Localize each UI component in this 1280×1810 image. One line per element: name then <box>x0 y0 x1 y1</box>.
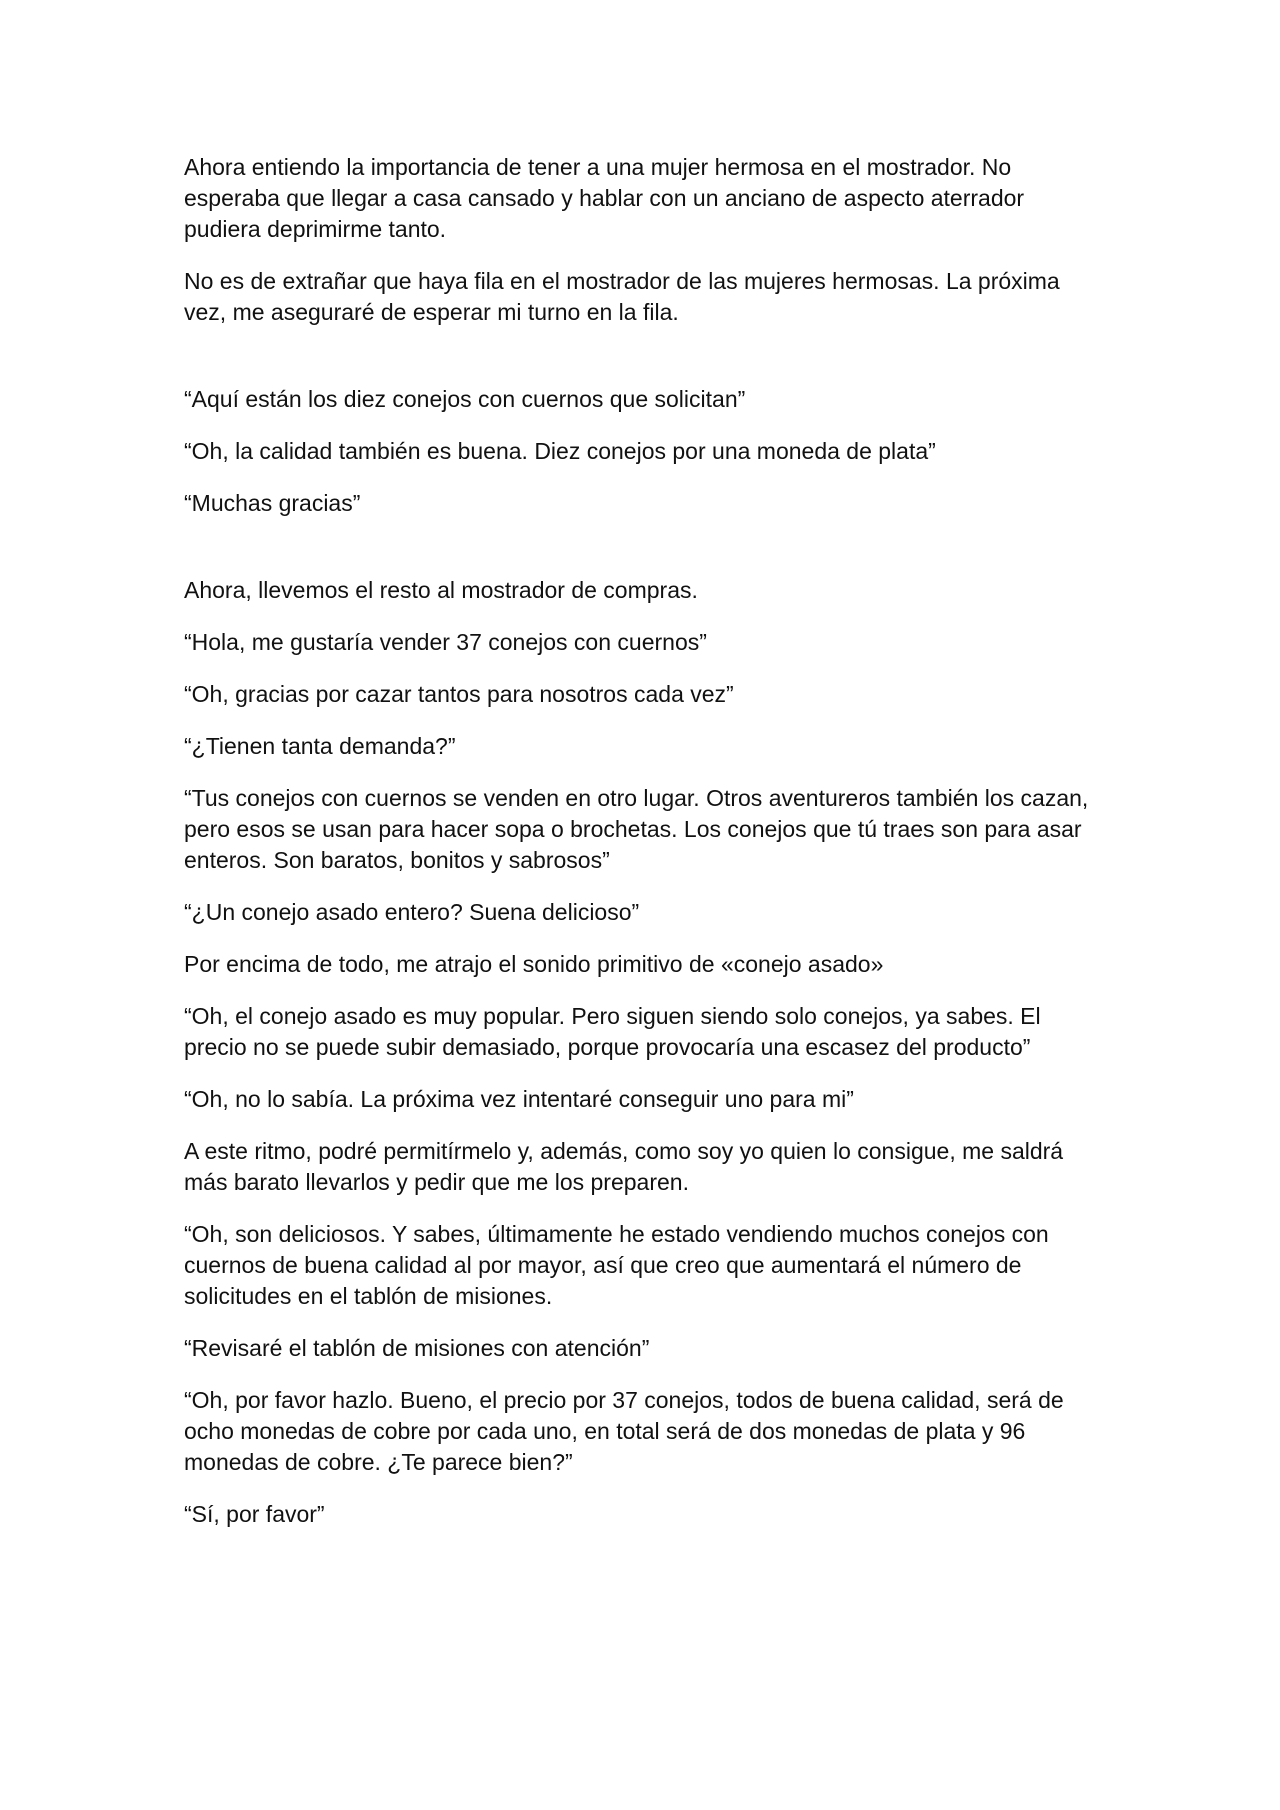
paragraph: “Aquí están los diez conejos con cuernos que solicitan” <box>184 386 746 412</box>
paragraph: “Revisaré el tablón de misiones con atención” <box>184 1335 650 1361</box>
paragraph: Ahora, llevemos el resto al mostrador de compras. <box>184 577 698 603</box>
paragraph: “¿Tienen tanta demanda?” <box>184 733 456 759</box>
paragraph: “Oh, por favor hazlo. Bueno, el precio por 37 conejos, todos de buena calidad, será de ocho monedas de cobre por cada uno, en total será de dos monedas de plata y 96 monedas de cobre. ¿Te parece bien?” <box>184 1387 1064 1475</box>
paragraph: No es de extrañar que haya fila en el mostrador de las mujeres hermosas. La próxima vez, me aseguraré de esperar mi turno en la fila. <box>184 268 1060 325</box>
paragraph: “Oh, gracias por cazar tantos para nosotros cada vez” <box>184 681 734 707</box>
paragraph: “Sí, por favor” <box>184 1501 325 1527</box>
paragraph: Ahora entiendo la importancia de tener a una mujer hermosa en el mostrador. No esperaba que llegar a casa cansado y hablar con un anciano de aspecto aterrador pudiera deprimirme tanto. <box>184 154 1025 242</box>
paragraph: “Tus conejos con cuernos se venden en otro lugar. Otros aventureros también los cazan, pero esos se usan para hacer sopa o brochetas. Los conejos que tú traes son para asar enteros. Son baratos, bonitos y sabrosos” <box>184 785 1089 873</box>
paragraph: Por encima de todo, me atrajo el sonido primitivo de «conejo asado» <box>184 951 884 977</box>
paragraph: “Muchas gracias” <box>184 490 361 516</box>
paragraph: “Hola, me gustaría vender 37 conejos con cuernos” <box>184 629 707 655</box>
paragraph: A este ritmo, podré permitírmelo y, además, como soy yo quien lo consigue, me saldrá más barato llevarlos y pedir que me los preparen. <box>184 1138 1064 1195</box>
paragraph: “Oh, la calidad también es buena. Diez conejos por una moneda de plata” <box>184 438 936 464</box>
paragraph: “Oh, son deliciosos. Y sabes, últimamente he estado vendiendo muchos conejos con cuernos de buena calidad al por mayor, así que creo que aumentará el número de solicitudes en el tablón de misiones. <box>184 1221 1049 1309</box>
paragraph: “Oh, no lo sabía. La próxima vez intentaré conseguir uno para mi” <box>184 1086 854 1112</box>
paragraph: “¿Un conejo asado entero? Suena delicioso” <box>184 899 640 925</box>
paragraph: “Oh, el conejo asado es muy popular. Pero siguen siendo solo conejos, ya sabes. El precio no se puede subir demasiado, porque provocaría una escasez del producto” <box>184 1003 1041 1060</box>
document-body <box>184 152 1104 1551</box>
